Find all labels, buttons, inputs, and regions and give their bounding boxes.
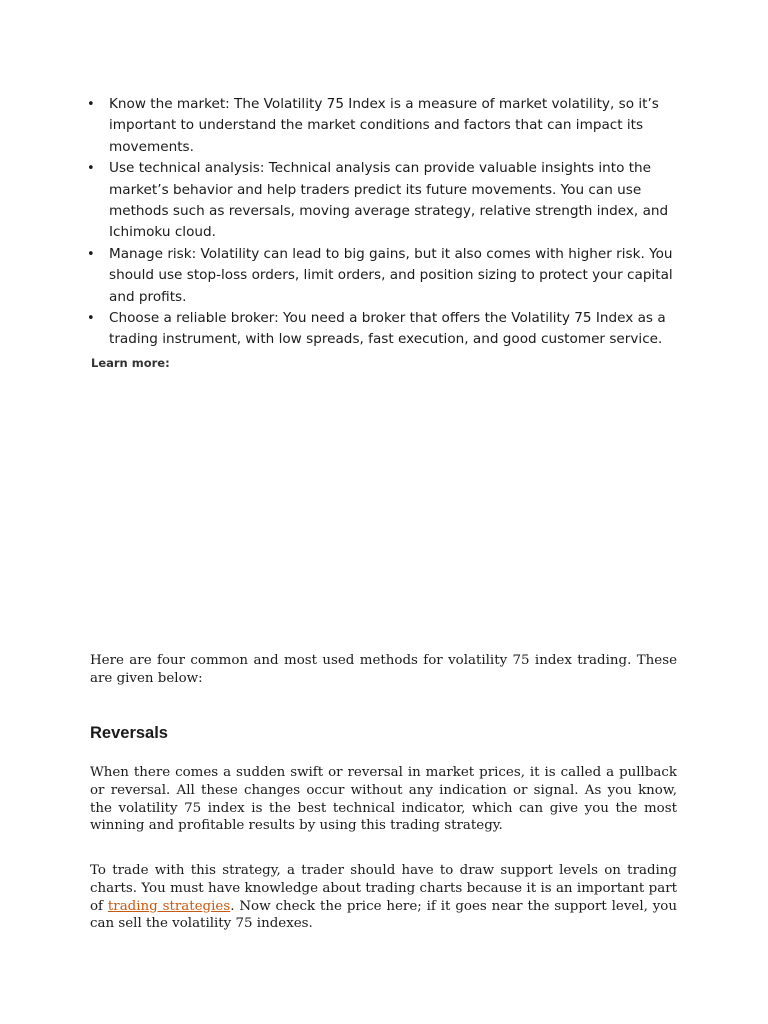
bullet-icon: • bbox=[87, 246, 95, 262]
intro-paragraph: Here are four common and most used methods for volatility 75 index trading. These are given below: bbox=[90, 653, 677, 686]
bullet-icon: • bbox=[87, 161, 95, 177]
learn-more-label: Learn more: bbox=[91, 356, 170, 370]
list-item-text: Know the market: The Volatility 75 Index is a measure of market volatility, so it’s important to understand the market conditions and factors that can impact its movements. bbox=[109, 96, 659, 155]
paragraph-text: To trade with this strategy, a trader should have to draw support levels on trading charts. You must have knowledge about trading charts because it is an important part of bbox=[90, 863, 677, 914]
reversals-paragraph-1: When there comes a sudden swift or reversal in market prices, it is called a pullback or reversal. All these changes occur without any indication or signal. As you know, the volatility 75 index is the best technical indicator, which can give you the most winning and profitable results by using this trading strategy. bbox=[90, 765, 677, 834]
list-item-text: Use technical analysis: Technical analysis can provide valuable insights into the market’s behavior and help traders predict its future movements. You can use methods such as reversals, moving average strategy, relative strength index, and Ichimoku cloud. bbox=[109, 160, 669, 241]
list-item bbox=[87, 308, 680, 351]
list-item-text: Choose a reliable broker: You need a broker that offers the Volatility 75 Index as a trading instrument, with low spreads, fast execution, and good customer service. bbox=[109, 310, 666, 348]
list-item bbox=[87, 158, 680, 244]
section-heading: Reversals bbox=[90, 724, 168, 742]
bullet-icon: • bbox=[87, 311, 95, 327]
trading-strategies-link[interactable]: trading strategies bbox=[107, 898, 231, 914]
list-item bbox=[87, 94, 680, 158]
tips-list bbox=[87, 94, 680, 351]
list-item bbox=[87, 244, 680, 308]
reversals-paragraph-2 bbox=[90, 862, 677, 933]
list-item-text: Manage risk: Volatility can lead to big gains, but it also comes with higher risk. You should use stop-loss orders, limit orders, and position sizing to protect your capital and profits. bbox=[109, 245, 673, 305]
bullet-icon: • bbox=[87, 97, 95, 112]
paragraph-text: . Now check the price here; if it goes near the support level, you can sell the volatility 75 indexes. bbox=[90, 898, 677, 932]
